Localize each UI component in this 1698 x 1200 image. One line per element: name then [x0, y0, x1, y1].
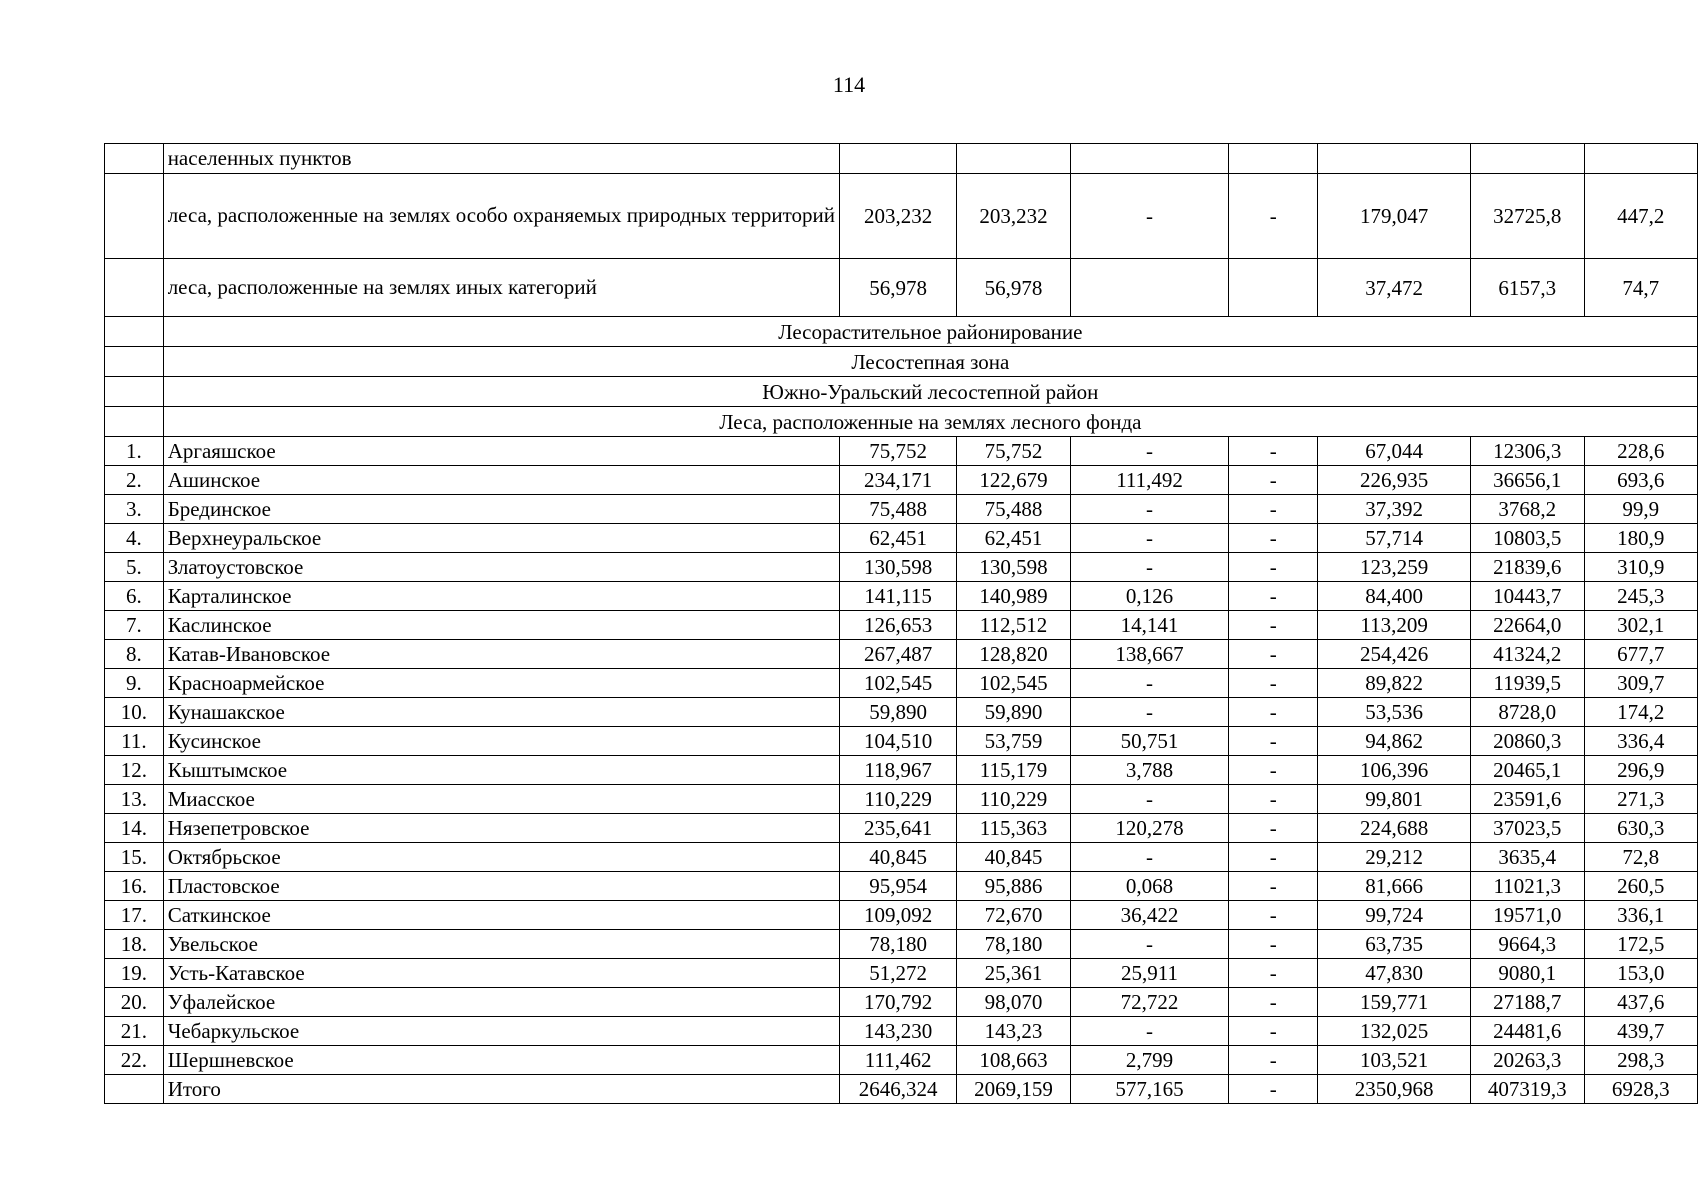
table-row	[105, 669, 1698, 698]
value-cell: 0,126	[1070, 582, 1229, 611]
total-value-cell: 2069,159	[957, 1075, 1070, 1104]
table-row	[105, 640, 1698, 669]
value-cell: 29,212	[1318, 843, 1471, 872]
value-cell: 224,688	[1318, 814, 1471, 843]
forestry-name-cell: Аргаяшское	[163, 437, 839, 466]
value-cell: 75,752	[840, 437, 957, 466]
value-cell	[1070, 259, 1229, 317]
value-cell: -	[1229, 843, 1318, 872]
value-cell: -	[1070, 495, 1229, 524]
value-cell: 110,229	[840, 785, 957, 814]
value-cell: 37,392	[1318, 495, 1471, 524]
table-row	[105, 1046, 1698, 1075]
value-cell: 36,422	[1070, 901, 1229, 930]
row-number-cell: 1.	[105, 437, 164, 466]
value-cell: 179,047	[1318, 174, 1471, 259]
value-cell: -	[1229, 785, 1318, 814]
value-cell: 78,180	[840, 930, 957, 959]
table-row	[105, 727, 1698, 756]
value-cell: 2,799	[1070, 1046, 1229, 1075]
value-cell: 40,845	[840, 843, 957, 872]
table-row	[105, 174, 1698, 259]
forestry-name-cell: Красноармейское	[163, 669, 839, 698]
section-title: Лесорастительное районирование	[163, 317, 1697, 347]
value-cell: 11939,5	[1471, 669, 1584, 698]
value-cell: 53,536	[1318, 698, 1471, 727]
value-cell: 23591,6	[1471, 785, 1584, 814]
section-header-row	[105, 407, 1698, 437]
forestry-name-cell: Катав-Ивановское	[163, 640, 839, 669]
value-cell: -	[1229, 901, 1318, 930]
value-cell: 153,0	[1584, 959, 1698, 988]
table-row	[105, 785, 1698, 814]
value-cell: -	[1229, 437, 1318, 466]
value-cell: 271,3	[1584, 785, 1698, 814]
value-cell: 72,722	[1070, 988, 1229, 1017]
table-row	[105, 1017, 1698, 1046]
value-cell: 78,180	[957, 930, 1070, 959]
value-cell: 302,1	[1584, 611, 1698, 640]
value-cell: 62,451	[957, 524, 1070, 553]
value-cell: 47,830	[1318, 959, 1471, 988]
value-cell: 228,6	[1584, 437, 1698, 466]
value-cell: 75,752	[957, 437, 1070, 466]
value-cell: 102,545	[840, 669, 957, 698]
value-cell: 103,521	[1318, 1046, 1471, 1075]
forestry-name-cell: Кунашакское	[163, 698, 839, 727]
table-row	[105, 553, 1698, 582]
forestry-name-cell: Верхнеуральское	[163, 524, 839, 553]
value-cell: -	[1229, 466, 1318, 495]
row-number-cell: 16.	[105, 872, 164, 901]
row-number-cell	[105, 347, 164, 377]
value-cell: 21839,6	[1471, 553, 1584, 582]
table-row	[105, 611, 1698, 640]
row-number-cell: 15.	[105, 843, 164, 872]
value-cell: -	[1229, 611, 1318, 640]
value-cell: 72,8	[1584, 843, 1698, 872]
forestry-name-cell: Златоустовское	[163, 553, 839, 582]
row-number-cell	[105, 317, 164, 347]
row-number-cell: 7.	[105, 611, 164, 640]
row-name-cell: леса, расположенные на землях иных категорий	[163, 259, 839, 317]
row-number-cell	[105, 174, 164, 259]
value-cell: 126,653	[840, 611, 957, 640]
value-cell: 108,663	[957, 1046, 1070, 1075]
value-cell: 118,967	[840, 756, 957, 785]
value-cell	[1070, 144, 1229, 174]
value-cell: 9664,3	[1471, 930, 1584, 959]
row-number-cell: 5.	[105, 553, 164, 582]
value-cell: 130,598	[840, 553, 957, 582]
value-cell: 53,759	[957, 727, 1070, 756]
value-cell: -	[1229, 959, 1318, 988]
value-cell: 20263,3	[1471, 1046, 1584, 1075]
value-cell: 115,179	[957, 756, 1070, 785]
value-cell: 20465,1	[1471, 756, 1584, 785]
row-number-cell: 3.	[105, 495, 164, 524]
row-number-cell: 13.	[105, 785, 164, 814]
value-cell	[1229, 144, 1318, 174]
value-cell: -	[1229, 727, 1318, 756]
value-cell: 309,7	[1584, 669, 1698, 698]
value-cell: 172,5	[1584, 930, 1698, 959]
value-cell: -	[1229, 669, 1318, 698]
value-cell: 677,7	[1584, 640, 1698, 669]
value-cell: 99,9	[1584, 495, 1698, 524]
row-number-cell: 6.	[105, 582, 164, 611]
value-cell: 6157,3	[1471, 259, 1584, 317]
value-cell: 74,7	[1584, 259, 1698, 317]
row-number-cell: 11.	[105, 727, 164, 756]
forestry-name-cell: Миасское	[163, 785, 839, 814]
value-cell: 3,788	[1070, 756, 1229, 785]
table-row	[105, 901, 1698, 930]
section-title: Леса, расположенные на землях лесного фонда	[163, 407, 1697, 437]
forestry-name-cell: Пластовское	[163, 872, 839, 901]
section-header-row	[105, 347, 1698, 377]
table-row	[105, 437, 1698, 466]
row-number-cell	[105, 1075, 164, 1104]
value-cell	[840, 144, 957, 174]
value-cell: 437,6	[1584, 988, 1698, 1017]
table-row	[105, 756, 1698, 785]
value-cell: 89,822	[1318, 669, 1471, 698]
value-cell: 112,512	[957, 611, 1070, 640]
value-cell: 130,598	[957, 553, 1070, 582]
forestry-name-cell: Увельское	[163, 930, 839, 959]
row-number-cell: 17.	[105, 901, 164, 930]
value-cell: 447,2	[1584, 174, 1698, 259]
value-cell: -	[1070, 843, 1229, 872]
value-cell: 8728,0	[1471, 698, 1584, 727]
value-cell: 143,23	[957, 1017, 1070, 1046]
forestry-name-cell: Шершневское	[163, 1046, 839, 1075]
value-cell: -	[1070, 1017, 1229, 1046]
row-number-cell	[105, 377, 164, 407]
value-cell: 113,209	[1318, 611, 1471, 640]
table-row	[105, 872, 1698, 901]
value-cell: 25,361	[957, 959, 1070, 988]
value-cell: 693,6	[1584, 466, 1698, 495]
value-cell: 110,229	[957, 785, 1070, 814]
value-cell: 24481,6	[1471, 1017, 1584, 1046]
value-cell: -	[1229, 553, 1318, 582]
row-number-cell: 19.	[105, 959, 164, 988]
row-number-cell: 2.	[105, 466, 164, 495]
value-cell: 59,890	[957, 698, 1070, 727]
row-number-cell: 20.	[105, 988, 164, 1017]
value-cell: -	[1070, 698, 1229, 727]
table-row	[105, 988, 1698, 1017]
value-cell	[957, 144, 1070, 174]
row-name-cell: населенных пунктов	[163, 144, 839, 174]
value-cell: 20860,3	[1471, 727, 1584, 756]
table-row	[105, 582, 1698, 611]
row-number-cell: 4.	[105, 524, 164, 553]
value-cell: 41324,2	[1471, 640, 1584, 669]
value-cell	[1318, 144, 1471, 174]
value-cell: 267,487	[840, 640, 957, 669]
value-cell: 95,886	[957, 872, 1070, 901]
table-row	[105, 959, 1698, 988]
value-cell: 128,820	[957, 640, 1070, 669]
value-cell: 140,989	[957, 582, 1070, 611]
value-cell: -	[1229, 524, 1318, 553]
value-cell: 111,492	[1070, 466, 1229, 495]
value-cell: -	[1070, 174, 1229, 259]
value-cell: 132,025	[1318, 1017, 1471, 1046]
value-cell: 19571,0	[1471, 901, 1584, 930]
value-cell: 40,845	[957, 843, 1070, 872]
page-number: 114	[832, 72, 866, 97]
value-cell: 298,3	[1584, 1046, 1698, 1075]
forestry-name-cell: Уфалейское	[163, 988, 839, 1017]
value-cell: 10443,7	[1471, 582, 1584, 611]
value-cell: 25,911	[1070, 959, 1229, 988]
forestry-name-cell: Чебаркульское	[163, 1017, 839, 1046]
value-cell	[1229, 259, 1318, 317]
total-value-cell: 407319,3	[1471, 1075, 1584, 1104]
value-cell: 336,1	[1584, 901, 1698, 930]
table-row	[105, 930, 1698, 959]
value-cell: 3635,4	[1471, 843, 1584, 872]
row-number-cell	[105, 407, 164, 437]
forestry-name-cell: Ашинское	[163, 466, 839, 495]
value-cell: 203,232	[957, 174, 1070, 259]
value-cell: -	[1229, 582, 1318, 611]
total-value-cell: 577,165	[1070, 1075, 1229, 1104]
table-row	[105, 495, 1698, 524]
table-row	[105, 144, 1698, 174]
value-cell: 3768,2	[1471, 495, 1584, 524]
value-cell: 36656,1	[1471, 466, 1584, 495]
value-cell: -	[1229, 640, 1318, 669]
value-cell: 245,3	[1584, 582, 1698, 611]
value-cell: 439,7	[1584, 1017, 1698, 1046]
value-cell: -	[1229, 1017, 1318, 1046]
value-cell: 37023,5	[1471, 814, 1584, 843]
value-cell: 310,9	[1584, 553, 1698, 582]
value-cell: 99,801	[1318, 785, 1471, 814]
value-cell: 226,935	[1318, 466, 1471, 495]
total-value-cell: 2350,968	[1318, 1075, 1471, 1104]
table-body	[105, 144, 1698, 1104]
value-cell: 123,259	[1318, 553, 1471, 582]
value-cell: 11021,3	[1471, 872, 1584, 901]
value-cell	[1471, 144, 1584, 174]
value-cell: 336,4	[1584, 727, 1698, 756]
value-cell: 98,070	[957, 988, 1070, 1017]
forestry-name-cell: Октябрьское	[163, 843, 839, 872]
value-cell: 72,670	[957, 901, 1070, 930]
value-cell: 94,862	[1318, 727, 1471, 756]
value-cell: 37,472	[1318, 259, 1471, 317]
row-number-cell	[105, 259, 164, 317]
value-cell: 203,232	[840, 174, 957, 259]
row-number-cell: 22.	[105, 1046, 164, 1075]
value-cell: 138,667	[1070, 640, 1229, 669]
value-cell: 159,771	[1318, 988, 1471, 1017]
value-cell: -	[1229, 698, 1318, 727]
value-cell: 143,230	[840, 1017, 957, 1046]
value-cell: 120,278	[1070, 814, 1229, 843]
table-row	[105, 698, 1698, 727]
section-header-row	[105, 377, 1698, 407]
value-cell: 254,426	[1318, 640, 1471, 669]
row-name-cell: леса, расположенные на землях особо охраняемых природных территорий	[163, 174, 839, 259]
row-number-cell	[105, 144, 164, 174]
forestry-name-cell: Усть-Катавское	[163, 959, 839, 988]
value-cell: -	[1229, 988, 1318, 1017]
value-cell: 59,890	[840, 698, 957, 727]
value-cell: 57,714	[1318, 524, 1471, 553]
value-cell: -	[1070, 437, 1229, 466]
value-cell: 174,2	[1584, 698, 1698, 727]
value-cell: -	[1229, 930, 1318, 959]
value-cell: -	[1070, 785, 1229, 814]
value-cell: -	[1070, 669, 1229, 698]
value-cell: 104,510	[840, 727, 957, 756]
table-row	[105, 814, 1698, 843]
total-value-cell: -	[1229, 1075, 1318, 1104]
table-row	[105, 259, 1698, 317]
value-cell: 109,092	[840, 901, 957, 930]
forestry-name-cell: Брединское	[163, 495, 839, 524]
value-cell: 67,044	[1318, 437, 1471, 466]
forest-area-table	[104, 143, 1698, 1104]
value-cell: -	[1229, 872, 1318, 901]
value-cell: 84,400	[1318, 582, 1471, 611]
value-cell: 32725,8	[1471, 174, 1584, 259]
forestry-name-cell: Нязепетровское	[163, 814, 839, 843]
section-header-row	[105, 317, 1698, 347]
forestry-name-cell: Саткинское	[163, 901, 839, 930]
total-value-cell: 2646,324	[840, 1075, 957, 1104]
value-cell: 630,3	[1584, 814, 1698, 843]
value-cell: 63,735	[1318, 930, 1471, 959]
total-row	[105, 1075, 1698, 1104]
row-number-cell: 21.	[105, 1017, 164, 1046]
value-cell: 180,9	[1584, 524, 1698, 553]
row-number-cell: 9.	[105, 669, 164, 698]
row-number-cell: 14.	[105, 814, 164, 843]
value-cell: 115,363	[957, 814, 1070, 843]
value-cell: 296,9	[1584, 756, 1698, 785]
value-cell: 260,5	[1584, 872, 1698, 901]
table-row	[105, 524, 1698, 553]
row-number-cell: 10.	[105, 698, 164, 727]
value-cell: 10803,5	[1471, 524, 1584, 553]
value-cell: -	[1229, 756, 1318, 785]
value-cell: -	[1070, 553, 1229, 582]
value-cell: 56,978	[840, 259, 957, 317]
total-value-cell: 6928,3	[1584, 1075, 1698, 1104]
row-number-cell: 12.	[105, 756, 164, 785]
value-cell: -	[1229, 814, 1318, 843]
row-number-cell: 8.	[105, 640, 164, 669]
value-cell: 9080,1	[1471, 959, 1584, 988]
value-cell: 141,115	[840, 582, 957, 611]
section-title: Лесостепная зона	[163, 347, 1697, 377]
row-number-cell: 18.	[105, 930, 164, 959]
value-cell: 102,545	[957, 669, 1070, 698]
total-label: Итого	[163, 1075, 839, 1104]
value-cell: 56,978	[957, 259, 1070, 317]
value-cell: 235,641	[840, 814, 957, 843]
value-cell: 99,724	[1318, 901, 1471, 930]
value-cell: 95,954	[840, 872, 957, 901]
value-cell: 51,272	[840, 959, 957, 988]
value-cell: 0,068	[1070, 872, 1229, 901]
value-cell	[1584, 144, 1698, 174]
value-cell: -	[1229, 1046, 1318, 1075]
value-cell: 62,451	[840, 524, 957, 553]
value-cell: 111,462	[840, 1046, 957, 1075]
value-cell: 75,488	[840, 495, 957, 524]
forestry-name-cell: Кусинское	[163, 727, 839, 756]
value-cell: 27188,7	[1471, 988, 1584, 1017]
value-cell: -	[1070, 930, 1229, 959]
value-cell: 50,751	[1070, 727, 1229, 756]
value-cell: 22664,0	[1471, 611, 1584, 640]
forestry-name-cell: Каслинское	[163, 611, 839, 640]
value-cell: 234,171	[840, 466, 957, 495]
value-cell: 75,488	[957, 495, 1070, 524]
value-cell: 170,792	[840, 988, 957, 1017]
value-cell: -	[1229, 495, 1318, 524]
section-title: Южно-Уральский лесостепной район	[163, 377, 1697, 407]
forestry-name-cell: Кыштымское	[163, 756, 839, 785]
value-cell: 122,679	[957, 466, 1070, 495]
value-cell: 81,666	[1318, 872, 1471, 901]
table-row	[105, 843, 1698, 872]
value-cell: 12306,3	[1471, 437, 1584, 466]
table-row	[105, 466, 1698, 495]
value-cell: -	[1229, 174, 1318, 259]
value-cell: -	[1070, 524, 1229, 553]
value-cell: 106,396	[1318, 756, 1471, 785]
value-cell: 14,141	[1070, 611, 1229, 640]
forestry-name-cell: Карталинское	[163, 582, 839, 611]
